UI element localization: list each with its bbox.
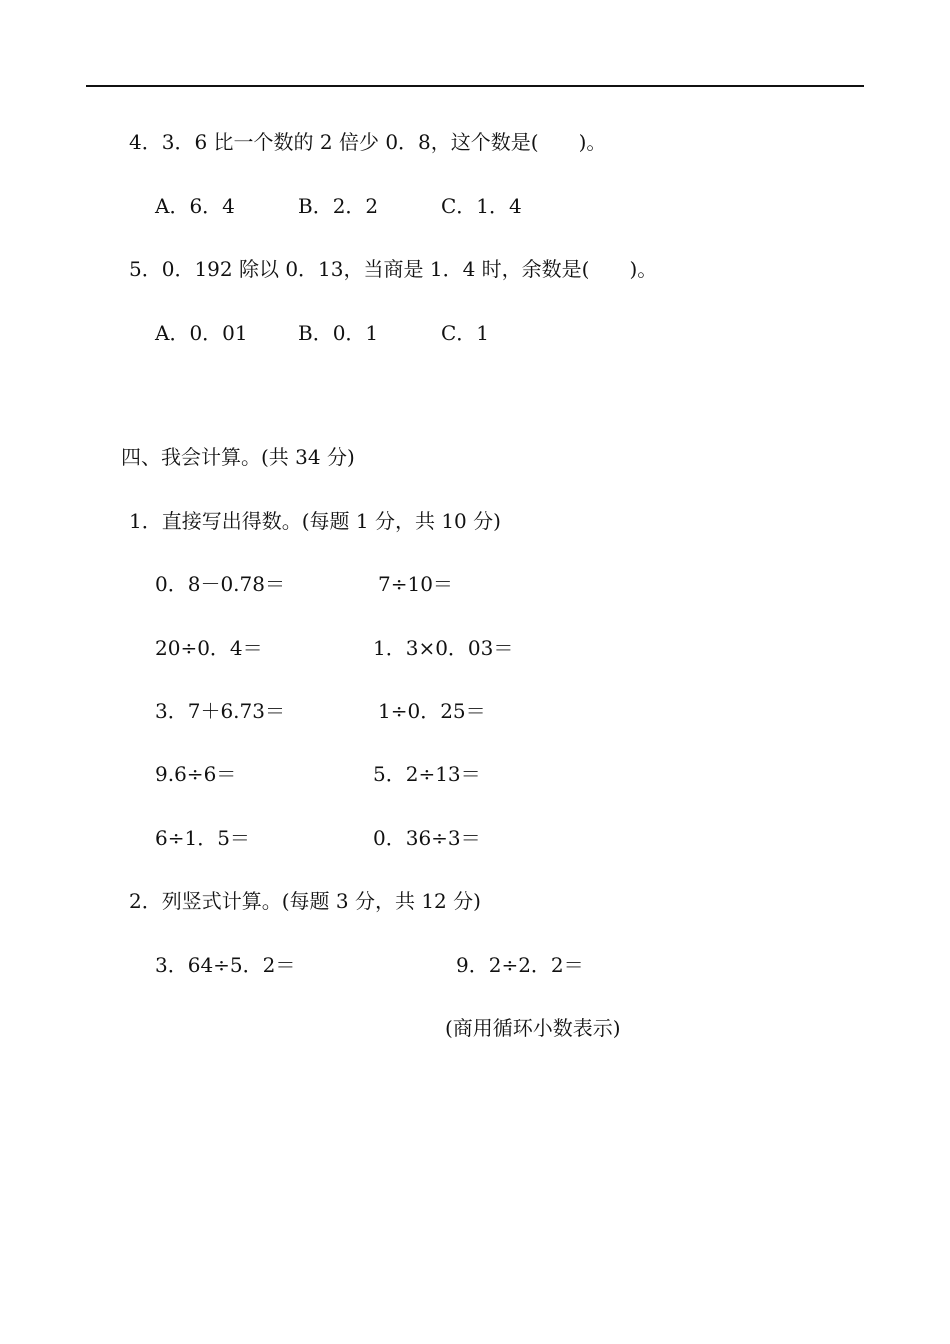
question-5-option-b: B．0．1	[298, 321, 379, 345]
question-4-option-c: C．1．4	[441, 194, 522, 218]
calc-4-right: 5．2÷13＝	[373, 762, 481, 786]
section-4-title: 四、我会计算。(共 34 分)	[121, 445, 355, 469]
calc-5-right: 0．36÷3＝	[373, 826, 481, 850]
vertical-calc-2: 9．2÷2．2＝	[456, 953, 584, 977]
recurring-decimal-note: (商用循环小数表示)	[445, 1016, 621, 1040]
question-4-option-b: B．2．2	[298, 194, 379, 218]
calc-2-right: 1．3×0．03＝	[373, 636, 514, 660]
calc-5-left: 6÷1．5＝	[155, 826, 250, 850]
calc-1-right: 7÷10＝	[378, 572, 453, 596]
calc-3-left: 3．7＋6.73＝	[155, 699, 285, 723]
question-5-stem: 5．0．192 除以 0．13，当商是 1．4 时，余数是( )。	[129, 257, 658, 281]
question-4-option-a: A．6．4	[155, 194, 235, 218]
calc-4-left: 9.6÷6＝	[155, 762, 237, 786]
calc-3-right: 1÷0．25＝	[378, 699, 486, 723]
part-2-title: 2．列竖式计算。(每题 3 分，共 12 分)	[129, 889, 481, 913]
calc-2-left: 20÷0．4＝	[155, 636, 263, 660]
vertical-calc-1: 3．64÷5．2＝	[155, 953, 296, 977]
calc-1-left: 0．8－0.78＝	[155, 572, 285, 596]
question-5-option-a: A．0．01	[155, 321, 248, 345]
header-rule	[86, 85, 864, 87]
question-5-option-c: C．1	[441, 321, 490, 345]
question-4-stem: 4．3．6 比一个数的 2 倍少 0．8，这个数是( )。	[129, 130, 607, 154]
part-1-title: 1．直接写出得数。(每题 1 分，共 10 分)	[129, 509, 501, 533]
